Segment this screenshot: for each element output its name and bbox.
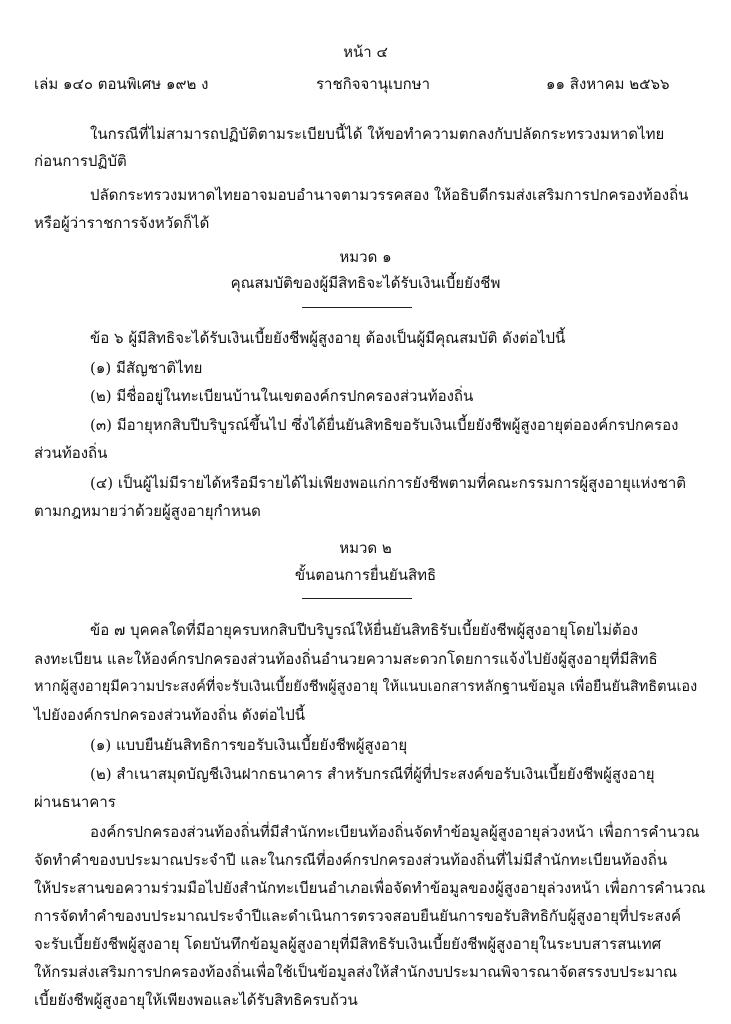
chapter-1-heading: หมวด ๑ [339,248,392,266]
clause-6-item-4: (๔) เป็นผู้ไม่มีรายได้หรือมีรายได้ไม่เพียงพอแก่การยังชีพตามที่คณะกรรมการผู้สูงอายุแห่งชาติ [90,474,687,492]
clause-7-item-2-cont: ผ่านธนาคาร [34,793,116,811]
clause-6-item-4-cont: ตามกฎหมายว่าด้วยผู้สูงอายุกำหนด [34,502,261,520]
clause-7-item-2: (๒) สำเนาสมุดบัญชีเงินฝากธนาคาร สำหรับกรณีที่ผู้ที่ประสงค์ขอรับเงินเบี้ยยังชีพผู้สูงอายุ [90,765,655,783]
registry-paragraph-line-6: ให้กรมส่งเสริมการปกครองท้องถิ่นเพื่อใช้เป็นข้อมูลส่งให้สำนักงบประมาณพิจารณาจัดสรรงบประมาณ [34,963,678,981]
registry-paragraph: องค์กรปกครองส่วนท้องถิ่นที่มีสำนักทะเบียนท้องถิ่นจัดทำข้อมูลผู้สูงอายุล่วงหน้า เพื่อการคำนวณ [90,823,700,841]
registry-paragraph-line-2: จัดทำคำของบประมาณประจำปี และในกรณีที่องค์กรปกครองส่วนท้องถิ่นที่ไม่มีสำนักทะเบียนท้องถิ่น [34,851,668,869]
chapter-1-divider [302,307,412,308]
clause-7-line-4: ไปยังองค์กรปกครองส่วนท้องถิ่น ดังต่อไปนี้ [34,706,306,724]
intro-paragraph-2-cont: หรือผู้ว่าราชการจังหวัดก็ได้ [34,214,210,232]
registry-paragraph-line-4: การจัดทำคำของบประมาณประจำปีและดำเนินการตรวจสอบยืนยันการขอรับสิทธิกับผู้สูงอายุที่ประสงค์ [34,907,681,925]
chapter-1-title: คุณสมบัติของผู้มีสิทธิจะได้รับเงินเบี้ยยังชีพ [230,274,501,292]
registry-paragraph-line-3: ให้ประสานขอความร่วมมือไปยังสำนักทะเบียนอำเภอเพื่อจัดทำข้อมูลของผู้สูงอายุล่วงหน้า เพื่อการคำนวณ [34,879,706,897]
clause-7: ข้อ ๗ บุคคลใดที่มีอายุครบหกสิบปีบริบูรณ์ให้ยื่นยันสิทธิรับเบี้ยยังชีพผู้สูงอายุโดยไม่ต้อง [90,621,639,639]
volume-info: เล่ม ๑๔๐ ตอนพิเศษ ๑๙๒ ง [34,75,209,93]
intro-paragraph-2: ปลัดกระทรวงมหาดไทยอาจมอบอำนาจตามวรรคสอง ให้อธิบดีกรมส่งเสริมการปกครองท้องถิ่น [90,186,689,204]
clause-6-item-1: (๑) มีสัญชาติไทย [90,359,203,377]
clause-6-item-3: (๓) มีอายุหกสิบปีบริบูรณ์ขึ้นไป ซึ่งได้ยื่นยันสิทธิขอรับเงินเบี้ยยังชีพผู้สูงอายุต่อองค์กรปกครอง [90,416,679,434]
intro-paragraph-1: ในกรณีที่ไม่สามารถปฏิบัติตามระเบียบนี้ได้ ให้ขอทำความตกลงกับปลัดกระทรวงมหาดไทย [90,125,665,143]
page-number: หน้า ๔ [343,43,388,61]
intro-paragraph-1-cont: ก่อนการปฏิบัติ [34,152,127,170]
registry-paragraph-line-5: จะรับเบี้ยยังชีพผู้สูงอายุ โดยบันทึกข้อมูลผู้สูงอายุที่มีสิทธิรับเงินเบี้ยยังชีพผู้สูงอายุในระบบสารสนเทศ [34,935,662,953]
clause-6-item-3-cont: ส่วนท้องถิ่น [34,444,108,462]
clause-6: ข้อ ๖ ผู้มีสิทธิจะได้รับเงินเบี้ยยังชีพผู้สูงอายุ ต้องเป็นผู้มีคุณสมบัติ ดังต่อไปนี้ [90,329,566,347]
chapter-2-heading: หมวด ๒ [339,539,392,557]
gazette-name: ราชกิจจานุเบกษา [316,75,431,93]
clause-7-item-1: (๑) แบบยืนยันสิทธิการขอรับเงินเบี้ยยังชีพผู้สูงอายุ [90,736,408,754]
clause-7-line-2: ลงทะเบียน และให้องค์กรปกครองส่วนท้องถิ่นอำนวยความสะดวกโดยการแจ้งไปยังผู้สูงอายุที่มีสิทธิ [34,650,658,668]
clause-6-item-2: (๒) มีชื่ออยู่ในทะเบียนบ้านในเขตองค์กรปกครองส่วนท้องถิ่น [90,387,474,405]
chapter-2-title: ขั้นตอนการยื่นยันสิทธิ [294,566,437,584]
publish-date: ๑๑ สิงหาคม ๒๕๖๖ [546,75,670,93]
chapter-2-divider [302,598,412,599]
clause-7-line-3: หากผู้สูงอายุมีความประสงค์ที่จะรับเงินเบี้ยยังชีพผู้สูงอายุ ให้แนบเอกสารหลักฐานข้อมูล เพื่อยืนยันสิทธิตนเอง [34,679,698,695]
registry-paragraph-line-7: เบี้ยยังชีพผู้สูงอายุให้เพียงพอและได้รับสิทธิครบถ้วน [34,991,358,1009]
